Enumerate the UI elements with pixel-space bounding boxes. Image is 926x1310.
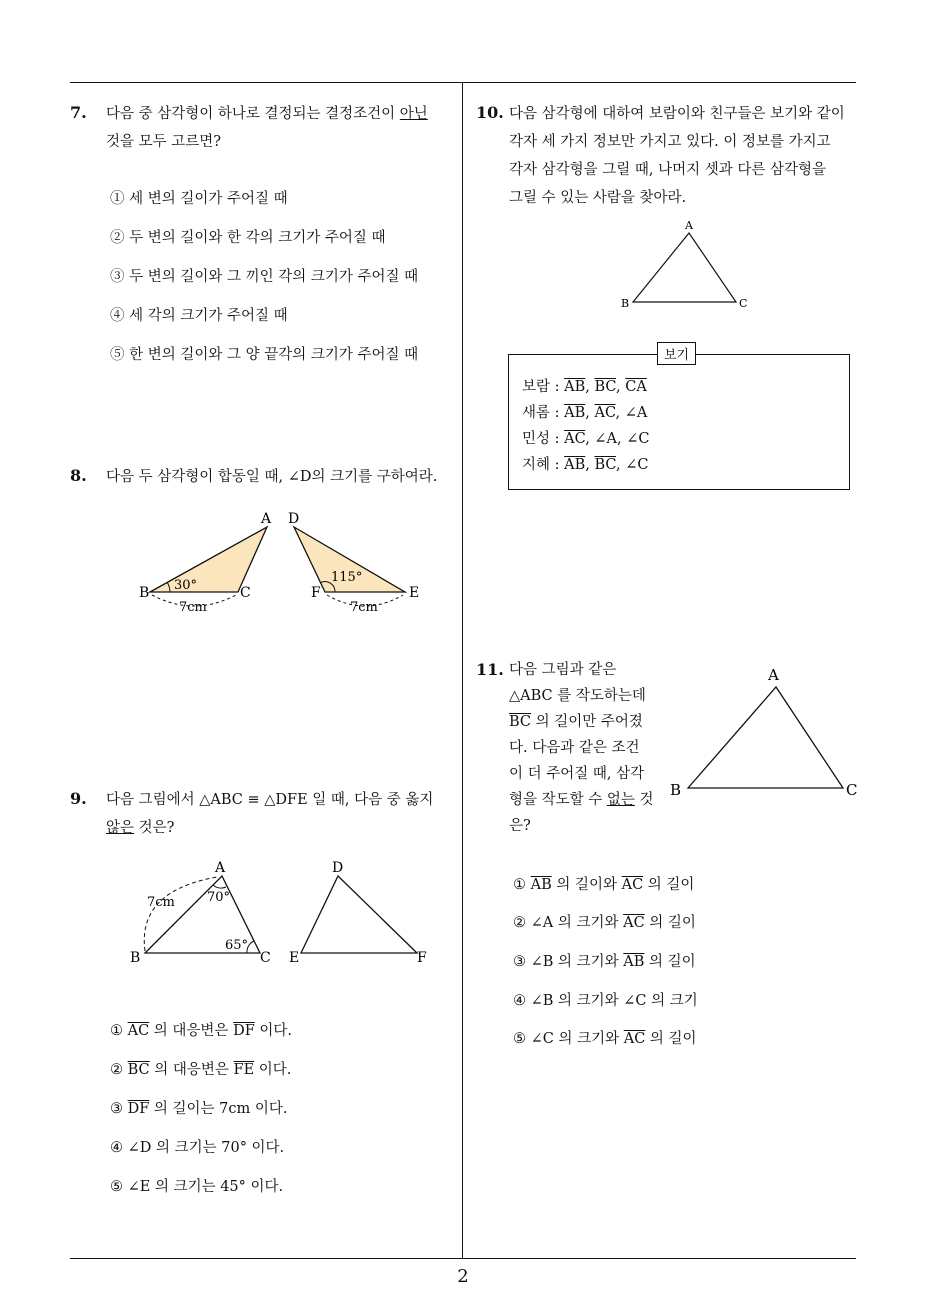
q10-label-b: B xyxy=(621,297,630,310)
q7-text-after: 것을 모두 고르면? xyxy=(106,134,222,150)
top-rule xyxy=(70,82,856,83)
q9-text-after: 것은? xyxy=(134,820,175,836)
q9-option-4: ④ ∠D 의 크기는 70° 이다. xyxy=(110,1140,285,1156)
q8-label-d: D xyxy=(288,511,300,527)
q7-text-underline: 아닌 xyxy=(399,106,428,122)
q8-text: 다음 두 삼각형이 합동일 때, ∠D의 크기를 구하여라. xyxy=(106,469,438,485)
q11-option-2: ② ∠A 의 크기와 $\overline{AC}$ 의 길이 xyxy=(513,915,696,931)
q9-label-c: C xyxy=(260,950,271,966)
q11-label-a: A xyxy=(768,666,779,684)
q9-text-line1: 다음 그림에서 △ABC ≡ △DFE 일 때, 다음 중 옳지 xyxy=(106,792,434,808)
q9-triangle-dfe xyxy=(301,876,417,953)
page-number: 2 xyxy=(457,1266,469,1287)
q11-number: 11. xyxy=(476,660,504,679)
q9-option-3: ③ $\overline{DF}$ 의 길이는 7cm 이다. xyxy=(110,1101,288,1117)
q7-option-5: ⑤ 한 변의 길이와 그 양 끝각의 크기가 주어질 때 xyxy=(110,347,419,363)
column-divider xyxy=(462,82,463,1258)
q9-length-ab-arc xyxy=(144,877,217,951)
q7-number: 7. xyxy=(70,103,87,122)
q10-triangle xyxy=(633,233,736,302)
q10-label-a: A xyxy=(685,219,693,232)
q11-label-c: C xyxy=(846,781,858,799)
q8-number: 8. xyxy=(70,466,87,485)
q10-line-4: 그릴 수 있는 사람을 찾아라. xyxy=(509,190,687,206)
q9-number: 9. xyxy=(70,789,87,808)
q10-label-c: C xyxy=(739,297,748,310)
q10-line-3: 각자 삼각형을 그릴 때, 나머지 셋과 다른 삼각형을 xyxy=(509,162,827,178)
q10-line-1: 다음 삼각형에 대하여 보람이와 친구들은 보기와 같이 xyxy=(509,106,845,122)
q10-number: 10. xyxy=(476,103,504,122)
q11-figure xyxy=(665,662,865,807)
q10-example-label: 보기 xyxy=(657,342,696,365)
q7-option-1: ① 세 변의 길이가 주어질 때 xyxy=(110,191,288,207)
q11-option-5: ⑤ ∠C 의 크기와 $\overline{AC}$ 의 길이 xyxy=(513,1031,697,1047)
q9-angle-c: 65° xyxy=(225,938,249,953)
q9-text-underline: 않은 xyxy=(106,820,135,836)
q9-option-5: ⑤ ∠E 의 크기는 45° 이다. xyxy=(110,1179,284,1195)
q7-option-2: ② 두 변의 길이와 한 각의 크기가 주어질 때 xyxy=(110,230,386,246)
q10-box-line-minseong: 민성 : $\overline{AC}$, ∠A, ∠C xyxy=(522,431,650,447)
q9-option-2: ② $\overline{BC}$ 의 대응변은 $\overline{FE}$ 이다. xyxy=(110,1062,292,1078)
q10-box-line-saerom: 새롬 : $\overline{AB}$, $\overline{AC}$, ∠A xyxy=(522,405,648,421)
q8-label-e: E xyxy=(409,585,420,601)
q8-label-c: C xyxy=(240,585,251,601)
q8-label-f: F xyxy=(311,585,321,601)
q10-box-line-jihye: 지혜 : $\overline{AB}$, $\overline{BC}$, ∠C xyxy=(522,457,649,473)
q9-label-d: D xyxy=(332,860,344,876)
q10-line-2: 각자 세 가지 정보만 가지고 있다. 이 정보를 가지고 xyxy=(509,134,831,150)
q7-text xyxy=(106,100,456,156)
q9-label-a: A xyxy=(215,860,226,876)
q9-angle-a: 70° xyxy=(207,890,231,905)
q10-figure xyxy=(615,215,755,315)
q11-triangle xyxy=(688,687,843,788)
q10-box-line-boram: 보람 : $\overline{AB}$, $\overline{BC}$, $\overline{CA}$ xyxy=(522,379,647,395)
q9-figure xyxy=(125,855,435,970)
q9-text xyxy=(106,786,462,842)
bottom-rule xyxy=(70,1258,856,1259)
q11-label-b: B xyxy=(670,781,682,799)
q8-length-2: 7cm xyxy=(350,600,378,615)
q7-option-3: ③ 두 변의 길이와 그 끼인 각의 크기가 주어질 때 xyxy=(110,269,419,285)
q9-label-f: F xyxy=(417,950,427,966)
q11-option-3: ③ ∠B 의 크기와 $\overline{AB}$ 의 길이 xyxy=(513,954,696,970)
q8-figure xyxy=(130,505,430,620)
q9-label-e: E xyxy=(289,950,300,966)
q9-angle-a-arc xyxy=(213,885,226,888)
q8-angle-f: 115° xyxy=(331,570,363,585)
q9-length: 7cm xyxy=(147,895,175,910)
q7-text-before: 다음 중 삼각형이 하나로 결정되는 결정조건이 xyxy=(106,106,400,122)
q11-text: 다음 그림과 같은 △ABC 를 작도하는데 $\overline{BC}$ 의 길이만 주어졌 다. 다음과 같은 조건 이 더 주어질 때, 삼각 형을 작도할 수 없는 것 은? xyxy=(509,662,654,834)
q11-option-4: ④ ∠B 의 크기와 ∠C 의 크기 xyxy=(513,993,698,1009)
q8-label-b: B xyxy=(139,585,150,601)
q11-option-1: ① $\overline{AB}$ 의 길이와 $\overline{AC}$ 의 길이 xyxy=(513,877,695,893)
q8-length-1: 7cm xyxy=(179,600,207,615)
q9-option-1: ① $\overline{AC}$ 의 대응변은 $\overline{DF}$ 이다. xyxy=(110,1023,292,1039)
q7-option-4: ④ 세 각의 크기가 주어질 때 xyxy=(110,308,288,324)
q8-angle-b: 30° xyxy=(174,578,198,593)
q8-label-a: A xyxy=(261,511,272,527)
q9-label-b: B xyxy=(130,950,141,966)
q10-text xyxy=(509,100,845,212)
